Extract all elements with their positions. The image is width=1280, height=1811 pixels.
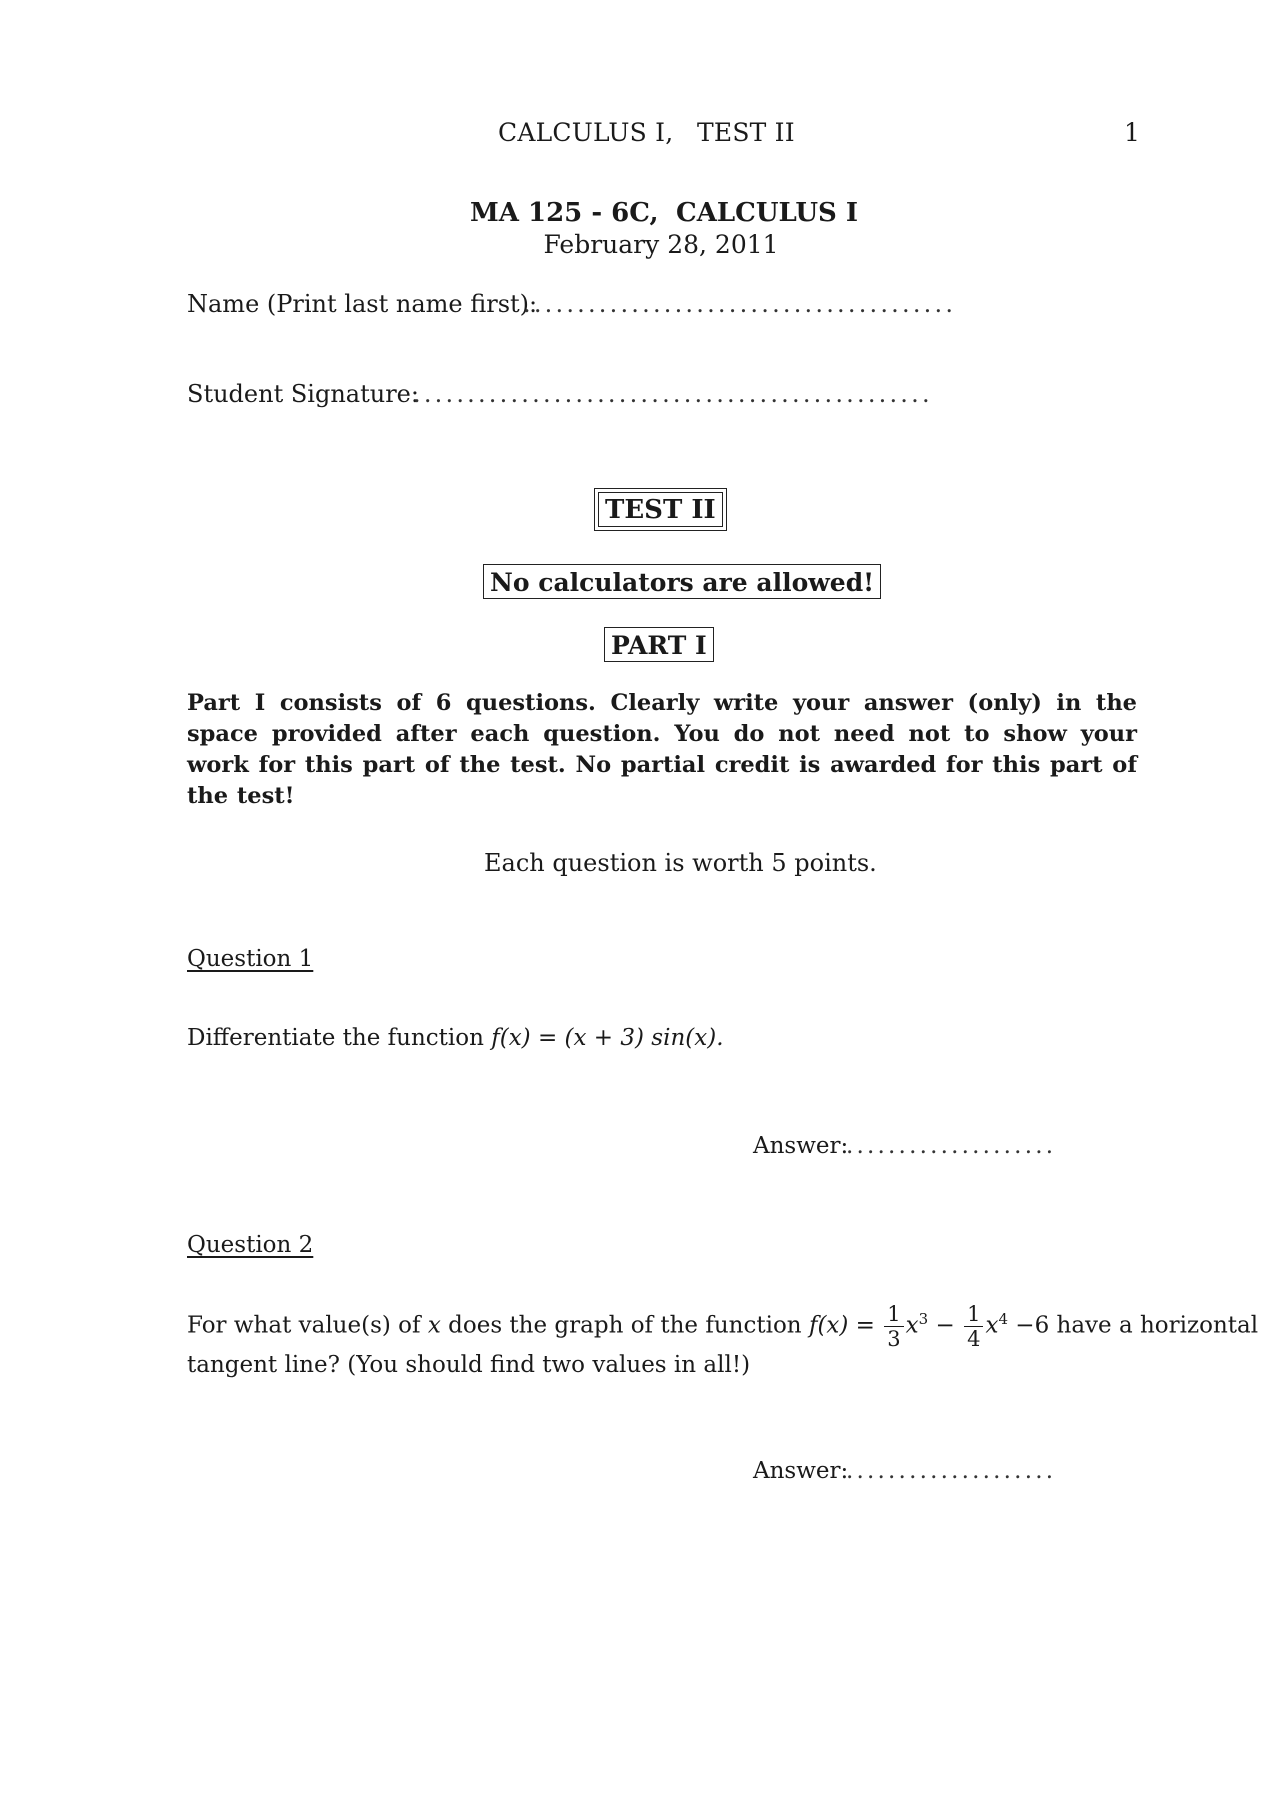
course-name: CALCULUS I bbox=[676, 198, 859, 228]
question-1-prefix: Differentiate the function bbox=[187, 1025, 492, 1051]
name-field[interactable]: ........................................ bbox=[523, 290, 957, 318]
test-title-box bbox=[594, 488, 727, 531]
question-2-text bbox=[187, 1302, 1258, 1351]
question-2-var: x bbox=[427, 1312, 441, 1339]
exponent-2: 4 bbox=[998, 1309, 1008, 1328]
term-1: x bbox=[905, 1312, 919, 1339]
signature-field[interactable]: ................................................ bbox=[413, 380, 933, 408]
exponent-1: 3 bbox=[918, 1309, 929, 1328]
question-2-prefix: For what value(s) of bbox=[187, 1312, 428, 1339]
points-note: Each question is worth 5 points. bbox=[484, 849, 877, 877]
question-1-answer-label: Answer: bbox=[753, 1133, 849, 1159]
fraction-1-numerator: 1 bbox=[884, 1302, 903, 1327]
fraction-2-numerator: 1 bbox=[964, 1302, 983, 1327]
name-label: Name (Print last name first): bbox=[187, 290, 538, 318]
question-2-mid: does the graph of the function bbox=[440, 1312, 809, 1339]
minus-sign: − bbox=[935, 1312, 955, 1339]
course-code: MA 125 - 6C, bbox=[470, 198, 659, 228]
fraction-one-third bbox=[884, 1302, 903, 1351]
fraction-1-denominator: 3 bbox=[887, 1327, 901, 1351]
question-2-heading: Question 2 bbox=[187, 1232, 314, 1258]
signature-label: Student Signature: bbox=[187, 380, 419, 408]
question-2-answer-label: Answer: bbox=[753, 1458, 849, 1484]
test-title: TEST II bbox=[598, 492, 723, 527]
question-2-line-2: tangent line? (You should find two values in all!) bbox=[187, 1352, 751, 1378]
part-label: PART I bbox=[604, 627, 714, 662]
question-1-answer-field[interactable]: .................... bbox=[846, 1133, 1057, 1159]
part-instructions: Part I consists of 6 questions. Clearly write your answer (only) in the space provided after each question. You do not need not to show your work for this part of the test. No partial credit is awarded for this part of the test! bbox=[187, 690, 1137, 809]
running-head-title: CALCULUS I, bbox=[498, 118, 674, 147]
question-1-heading: Question 1 bbox=[187, 946, 314, 972]
question-2-fx: f(x) = bbox=[808, 1312, 875, 1339]
question-1-text bbox=[187, 1025, 724, 1051]
exam-date: February 28, 2011 bbox=[543, 230, 779, 259]
fraction-2-denominator: 4 bbox=[967, 1327, 981, 1351]
term-2: x bbox=[985, 1312, 999, 1339]
page-number: 1 bbox=[1124, 118, 1141, 147]
question-2-tail: −6 have a horizontal bbox=[1015, 1312, 1259, 1339]
question-2-answer-field[interactable]: .................... bbox=[846, 1458, 1057, 1484]
calculator-notice: No calculators are allowed! bbox=[483, 564, 881, 599]
running-head-test: TEST II bbox=[697, 118, 795, 147]
question-1-formula: f(x) = (x + 3) sin(x). bbox=[491, 1025, 724, 1051]
fraction-one-fourth bbox=[964, 1302, 983, 1351]
